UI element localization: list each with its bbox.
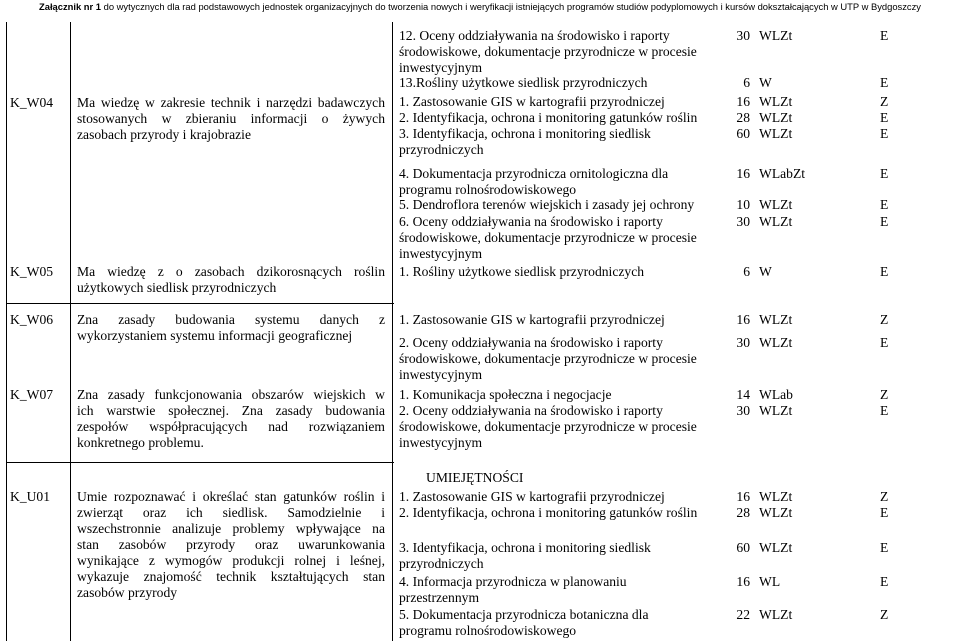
subject-name-line: 13.Rośliny użytkowe siedlisk przyrodniczych — [399, 75, 648, 90]
subject-form: WLab — [759, 387, 793, 402]
subject-assessment-type: E — [880, 540, 889, 555]
subject-name — [399, 489, 665, 505]
outcome-description — [77, 264, 385, 296]
subject-hours: 14 — [736, 387, 750, 402]
subject-hours: 30 — [736, 28, 750, 43]
subject-name-line: 2. Oceny oddziaływania na środowisko i raporty — [399, 403, 663, 418]
subject-name-line: inwestycyjnym — [399, 60, 483, 75]
subject-form: W — [759, 75, 772, 90]
document-header — [0, 0, 960, 14]
section-heading: UMIEJĘTNOŚCI — [426, 470, 524, 485]
subject-name-line: inwestycyjnym — [399, 367, 483, 382]
subject-name-line: 4. Informacja przyrodnicza w planowaniu — [399, 574, 627, 589]
subject-name — [399, 126, 651, 158]
subject-form: WLZt — [759, 126, 793, 141]
subject-name-line: 1. Zastosowanie GIS w kartografii przyrodniczej — [399, 489, 665, 504]
description-line: wykazuje znajomość technik kształtujących stan — [77, 569, 385, 584]
description-line: zespołów współpracujących nad rozwiązaniem — [77, 419, 385, 434]
subject-assessment-type: E — [880, 214, 889, 229]
subject-name — [399, 387, 612, 403]
subject-assessment-type: Z — [880, 387, 889, 402]
subject-name — [399, 505, 697, 521]
subject-assessment-type: E — [880, 574, 889, 589]
subject-form: WLZt — [759, 540, 793, 555]
subject-name — [399, 28, 697, 76]
subject-name — [399, 312, 665, 328]
subject-name-line: 4. Dokumentacja przyrodnicza ornitologiczna dla — [399, 166, 669, 181]
subject-form: WLZt — [759, 607, 793, 622]
subject-assessment-type: E — [880, 166, 889, 181]
description-line: konkretnego problemu. — [77, 435, 204, 450]
attachment-label: Załącznik nr 1 — [39, 1, 102, 12]
subject-name — [399, 403, 697, 451]
subject-assessment-type: Z — [880, 607, 889, 622]
subject-name — [399, 540, 651, 572]
subject-name-line: 1. Komunikacja społeczna i negocjacje — [399, 387, 612, 402]
attachment-title: do wytycznych dla rad podstawowych jednostek organizacyjnych do tworzenia nowych i weryfikacji istniejących programów studiów podyplomowych i kursów dokształcających w UTP w Bydgoszczy — [101, 1, 921, 12]
subject-hours: 10 — [736, 197, 750, 212]
subject-hours: 6 — [743, 264, 750, 279]
subject-name-line: środowiskowe, dokumentacje przyrodnicze w procesie — [399, 351, 697, 366]
subject-name-line: 2. Oceny oddziaływania na środowisko i raporty — [399, 335, 663, 350]
outcome-code: K_W07 — [10, 387, 54, 402]
subject-name-line: środowiskowe, dokumentacje przyrodnicze w procesie — [399, 44, 697, 59]
subject-assessment-type: E — [880, 28, 889, 43]
subject-name-line: 5. Dendroflora terenów wiejskich i zasady jej ochrony — [399, 197, 695, 212]
subject-hours: 16 — [736, 312, 750, 327]
subject-name-line: inwestycyjnym — [399, 246, 483, 261]
subject-assessment-type: E — [880, 505, 889, 520]
description-line: użytkowych siedlisk przyrodniczych — [77, 280, 277, 295]
description-line: Zna zasady funkcjonowania obszarów wiejskich w — [77, 387, 385, 402]
subject-form: WLZt — [759, 505, 793, 520]
row-divider — [6, 303, 394, 304]
subject-hours: 60 — [736, 540, 750, 555]
outcome-code: K_W04 — [10, 95, 54, 110]
subject-hours: 16 — [736, 574, 750, 589]
outcome-code: K_U01 — [10, 489, 51, 504]
subject-assessment-type: E — [880, 335, 889, 350]
subject-form: WLZt — [759, 28, 793, 43]
subject-assessment-type: Z — [880, 312, 889, 327]
subject-assessment-type: E — [880, 197, 889, 212]
subject-form: WLZt — [759, 197, 793, 212]
description-column-divider — [392, 22, 393, 641]
description-line: wykorzystaniem systemu informacji geograficznej — [77, 328, 353, 343]
subject-hours: 30 — [736, 335, 750, 350]
subject-name-line: 5. Dokumentacja przyrodnicza botaniczna dla — [399, 607, 649, 622]
subject-hours: 28 — [736, 505, 750, 520]
subject-assessment-type: E — [880, 403, 889, 418]
description-line: stan zasobów przyrody oraz uwarunkowania — [77, 537, 385, 552]
subject-form: WLZt — [759, 110, 793, 125]
subject-name-line: przyrodniczych — [399, 142, 484, 157]
outcome-description — [77, 489, 385, 601]
description-line: zwierząt oraz ich siedlisk. Samodzielnie i — [77, 505, 385, 520]
subject-form: WLZt — [759, 489, 793, 504]
subject-form: WLabZt — [759, 166, 806, 181]
description-line: zasobów przyrody — [77, 585, 178, 600]
left-border — [6, 22, 7, 641]
subject-name — [399, 75, 647, 91]
description-line: Ma wiedzę w zakresie technik i narzędzi badawczych — [77, 95, 385, 110]
subject-hours: 30 — [736, 214, 750, 229]
description-line: zasobach przyrody i krajobrazie — [77, 127, 251, 142]
subject-name-line: 2. Identyfikacja, ochrona i monitoring gatunków roślin — [399, 110, 698, 125]
subject-assessment-type: E — [880, 264, 889, 279]
subject-form: WLZt — [759, 94, 793, 109]
subject-name-line: 1. Rośliny użytkowe siedlisk przyrodniczych — [399, 264, 645, 279]
subject-assessment-type: Z — [880, 94, 889, 109]
subject-name — [399, 264, 644, 280]
subject-name-line: 1. Zastosowanie GIS w kartografii przyrodniczej — [399, 94, 665, 109]
subject-name — [399, 607, 649, 639]
subject-assessment-type: E — [880, 75, 889, 90]
row-divider — [6, 462, 394, 463]
subject-name — [399, 197, 694, 213]
subject-hours: 30 — [736, 403, 750, 418]
code-column-divider — [70, 22, 71, 641]
subject-hours: 16 — [736, 94, 750, 109]
subject-hours: 28 — [736, 110, 750, 125]
subject-form: WLZt — [759, 312, 793, 327]
subject-name — [399, 574, 627, 606]
subject-name-line: 3. Identyfikacja, ochrona i monitoring siedlisk — [399, 540, 651, 555]
subject-hours: 16 — [736, 166, 750, 181]
subject-hours: 6 — [743, 75, 750, 90]
description-line: ich warstwie społecznej. Zna zasady budowania — [77, 403, 385, 418]
subject-form: WLZt — [759, 214, 793, 229]
outcome-description — [77, 312, 385, 344]
subject-name-line: 6. Oceny oddziaływania na środowisko i raporty — [399, 214, 663, 229]
subject-hours: 22 — [736, 607, 750, 622]
description-line: Ma wiedzę z o zasobach dzikorosnących roślin — [77, 264, 385, 279]
subject-name-line: środowiskowe, dokumentacje przyrodnicze w procesie — [399, 419, 697, 434]
outcome-description — [77, 95, 385, 143]
subject-name-line: 12. Oceny oddziaływania na środowisko i raporty — [399, 28, 670, 43]
description-line: Umie rozpoznawać i określać stan gatunków roślin i — [77, 489, 385, 504]
subject-assessment-type: E — [880, 126, 889, 141]
description-line: stosowanych w zbieraniu informacji o żywych — [77, 111, 385, 126]
subject-name-line: 2. Identyfikacja, ochrona i monitoring gatunków roślin — [399, 505, 698, 520]
subject-assessment-type: Z — [880, 489, 889, 504]
outcome-code: K_W05 — [10, 264, 54, 279]
subject-form: WL — [759, 574, 781, 589]
subject-name-line: przyrodniczych — [399, 556, 484, 571]
subject-form: WLZt — [759, 335, 793, 350]
subject-name — [399, 110, 697, 126]
description-line: wynikające z wymogów produkcji rolnej i leśnej, — [77, 553, 385, 568]
subject-name-line: przestrzennym — [399, 590, 480, 605]
subject-name — [399, 214, 697, 262]
subject-assessment-type: E — [880, 110, 889, 125]
subject-hours: 16 — [736, 489, 750, 504]
subject-name — [399, 166, 668, 198]
subject-name — [399, 335, 697, 383]
subject-name-line: programu rolnośrodowiskowego — [399, 623, 577, 638]
subject-name-line: programu rolnośrodowiskowego — [399, 182, 577, 197]
subject-name-line: środowiskowe, dokumentacje przyrodnicze w procesie — [399, 230, 697, 245]
subject-name-line: inwestycyjnym — [399, 435, 483, 450]
subject-form: WLZt — [759, 403, 793, 418]
subject-name — [399, 94, 665, 110]
outcome-code: K_W06 — [10, 312, 54, 327]
description-line: wszechstronnie analizuje problemy wpływające na — [77, 521, 385, 536]
subject-form: W — [759, 264, 772, 279]
subject-name-line: 3. Identyfikacja, ochrona i monitoring siedlisk — [399, 126, 651, 141]
subject-hours: 60 — [736, 126, 750, 141]
outcome-description — [77, 387, 385, 451]
description-line: Zna zasady budowania systemu danych z — [77, 312, 385, 327]
subject-name-line: 1. Zastosowanie GIS w kartografii przyrodniczej — [399, 312, 665, 327]
